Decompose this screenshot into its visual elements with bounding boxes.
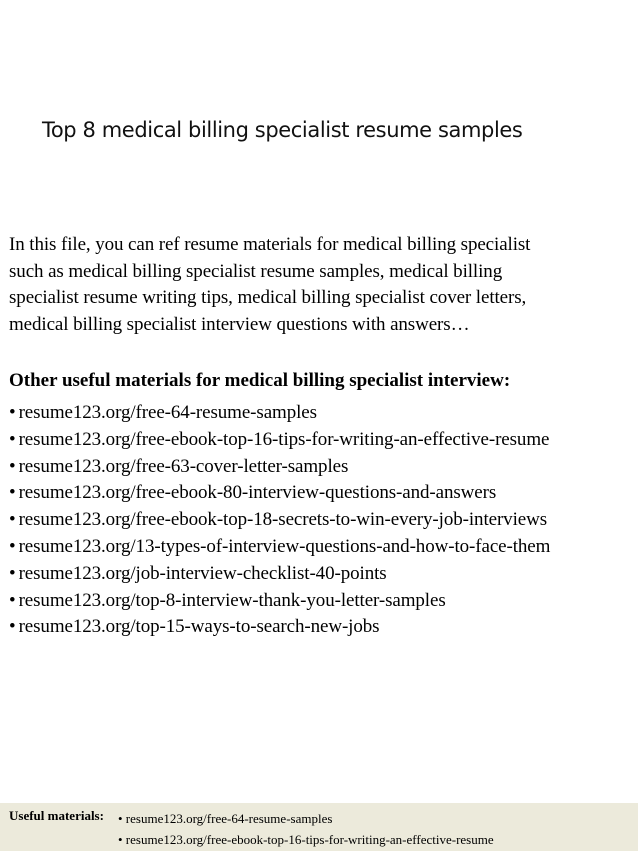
bullet-icon: •	[9, 589, 16, 611]
resource-link-item[interactable]	[9, 588, 634, 615]
footer-bar	[0, 803, 638, 851]
resource-link-item[interactable]	[9, 561, 634, 588]
bullet-icon: •	[9, 455, 16, 477]
resource-link-list	[9, 400, 634, 641]
section-heading: Other useful materials for medical billing specialist interview:	[9, 370, 511, 391]
resource-link-text[interactable]: resume123.org/free-63-cover-letter-samples	[18, 455, 349, 477]
bullet-icon: •	[9, 428, 16, 450]
page-title: Top 8 medical billing specialist resume samples	[42, 118, 523, 142]
resource-link-item[interactable]	[9, 534, 634, 561]
resource-link-item[interactable]	[9, 614, 634, 641]
bullet-icon: •	[9, 509, 16, 531]
bullet-icon: •	[9, 562, 16, 584]
resource-link-text[interactable]: resume123.org/free-ebook-80-interview-questions-and-answers	[18, 482, 497, 504]
bullet-icon: •	[9, 482, 16, 504]
footer-link-list	[118, 808, 494, 850]
footer-link-item[interactable]: • resume123.org/free-ebook-top-16-tips-for-writing-an-effective-resume	[118, 832, 494, 847]
resource-link-text[interactable]: resume123.org/top-8-interview-thank-you-letter-samples	[18, 589, 446, 611]
resource-link-text[interactable]: resume123.org/top-15-ways-to-search-new-jobs	[18, 616, 380, 638]
resource-link-item[interactable]	[9, 400, 634, 427]
footer-label: Useful materials:	[9, 808, 104, 823]
resource-link-item[interactable]	[9, 507, 634, 534]
bullet-icon: •	[9, 535, 16, 557]
resource-link-text[interactable]: resume123.org/free-64-resume-samples	[18, 402, 317, 423]
resource-link-text[interactable]: resume123.org/free-ebook-top-16-tips-for-writing-an-effective-resume	[18, 428, 550, 450]
resource-link-text[interactable]: resume123.org/job-interview-checklist-40-points	[18, 562, 387, 584]
resource-link-item[interactable]	[9, 480, 634, 507]
resource-link-text[interactable]: resume123.org/free-ebook-top-18-secrets-to-win-every-job-interviews	[18, 509, 548, 531]
intro-paragraph: In this file, you can ref resume materials for medical billing specialist such as medical billing specialist resume samples, medical billing specialist resume writing tips, medical billing specialist cover letters, medical billing specialist interview questions with answers…	[9, 234, 531, 335]
footer-link-item[interactable]: • resume123.org/free-64-resume-samples	[118, 811, 333, 826]
bullet-icon: •	[9, 616, 16, 638]
resource-link-item[interactable]	[9, 427, 634, 454]
resource-link-item[interactable]	[9, 454, 634, 481]
bullet-icon: •	[9, 402, 16, 423]
resource-link-text[interactable]: resume123.org/13-types-of-interview-questions-and-how-to-face-them	[18, 535, 551, 557]
